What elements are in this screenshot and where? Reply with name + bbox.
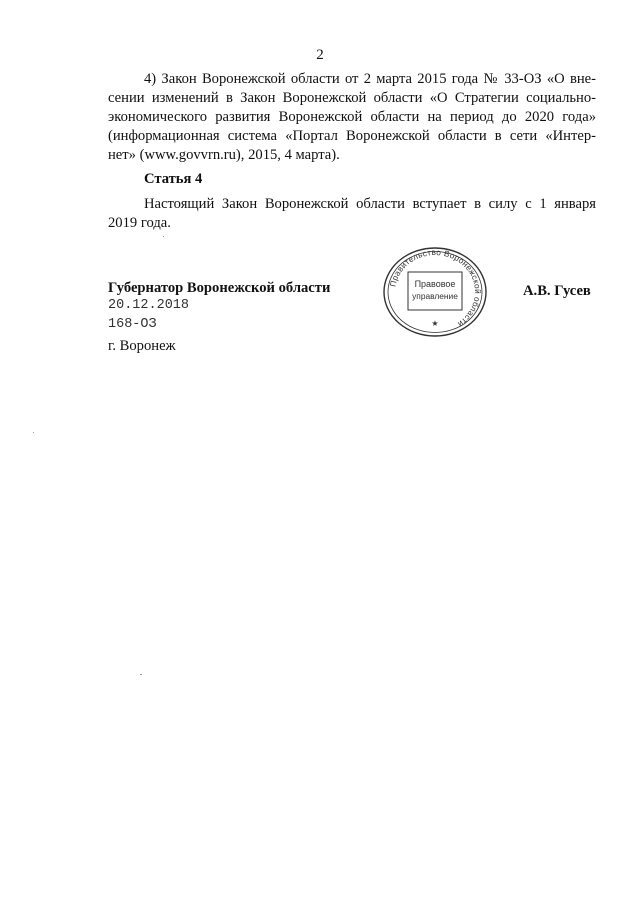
- paragraph-line: нет» (www.govvrn.ru), 2015, 4 марта).: [108, 147, 340, 163]
- seal-inner-line-1: Правовое: [414, 279, 456, 289]
- signing-city: г. Воронеж: [108, 338, 176, 354]
- seal-star-icon: ★: [431, 319, 439, 328]
- seal-inner-line-2: управление: [412, 291, 458, 301]
- scan-speck: [33, 432, 34, 433]
- page-number: 2: [316, 47, 324, 63]
- signatory-name: А.В. Гусев: [523, 283, 591, 299]
- signing-date: 20.12.2018: [108, 298, 190, 313]
- paragraph-line: сении изменений в Закон Воронежской области «О Стратегии социально-: [108, 90, 596, 106]
- paragraph-item-4: [108, 70, 596, 165]
- article-heading: Статья 4: [144, 171, 203, 187]
- law-number: 168-ОЗ: [108, 317, 157, 332]
- scan-speck: [163, 236, 164, 237]
- paragraph-line: экономического развития Воронежской области на период до 2020 года»: [108, 109, 596, 125]
- paragraph-line: 2019 года.: [108, 215, 171, 231]
- paragraph-line: Настоящий Закон Воронежской области вступает в силу с 1 января: [144, 196, 596, 212]
- paragraph-line: (информационная система «Портал Воронежской области в сети «Интер-: [108, 128, 596, 144]
- scan-speck: [140, 674, 142, 675]
- seal-ring-text: Правительство Воронежской области: [388, 247, 483, 329]
- paragraph-line: 4) Закон Воронежской области от 2 марта 2015 года № 33-ОЗ «О вне-: [144, 71, 596, 87]
- article-4-text: [108, 195, 596, 233]
- signatory-title: Губернатор Воронежской области: [108, 280, 331, 296]
- official-seal-stamp: [381, 246, 489, 338]
